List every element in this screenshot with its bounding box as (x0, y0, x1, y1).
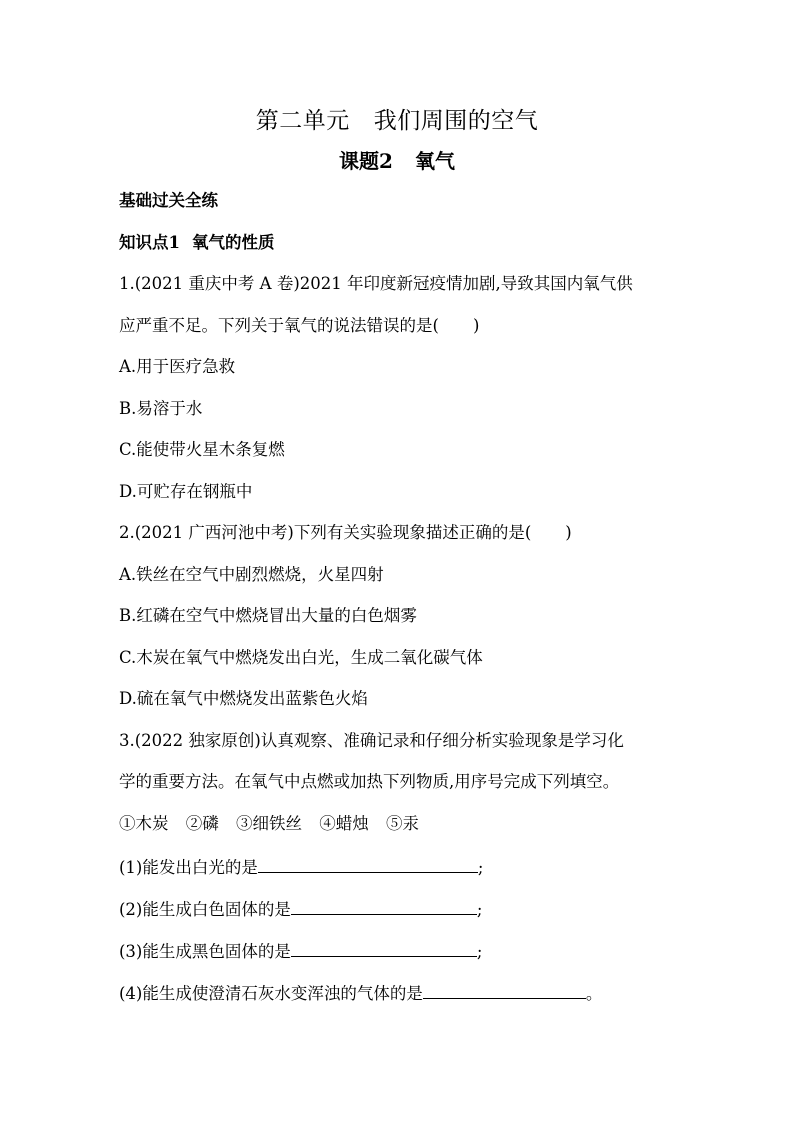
section-heading: 基础过关全练 (119, 191, 218, 210)
knowledge-point-heading (119, 233, 274, 253)
question-3-stem-line2: 学的重要方法。在氧气中点燃或加热下列物质,用序号完成下列填空。 (119, 772, 620, 791)
fill-blank[interactable] (258, 856, 478, 873)
fill-blank[interactable] (291, 898, 477, 915)
question-1-option-d: D.可贮存在钢瓶中 (119, 482, 253, 501)
question-3-blank-4 (119, 982, 602, 1004)
question-1-stem-line2 (119, 316, 479, 336)
question-3-substances (119, 814, 419, 834)
blank-end: ; (476, 942, 483, 961)
question-2-stem-text: 2.(2021 广西河池中考)下列有关实验现象描述正确的是( (119, 523, 532, 542)
question-2-option-b: B.红磷在空气中燃烧冒出大量的白色烟雾 (119, 606, 417, 625)
substance-item: ①木炭 (119, 814, 169, 833)
question-2-close-paren: ) (565, 523, 572, 542)
question-1-close-paren: ) (472, 316, 480, 335)
blank-prompt: (4)能生成使澄清石灰水变浑浊的气体的是 (119, 984, 423, 1003)
substance-item: ③细铁丝 (236, 814, 302, 833)
substance-item: ⑤汞 (386, 814, 419, 833)
question-2-stem (119, 523, 572, 543)
question-1-option-c: C.能使带火星木条复燃 (119, 440, 285, 459)
question-1-stem-text: 应严重不足。下列关于氧气的说法错误的是( (119, 316, 439, 335)
question-1-option-a: A.用于医疗急救 (119, 357, 236, 376)
substance-item: ④蜡烛 (319, 814, 369, 833)
blank-prompt: (1)能发出白光的是 (119, 858, 258, 877)
question-3-blank-1 (119, 856, 483, 878)
unit-title-number: 第二单元 (255, 108, 350, 134)
question-1-stem-line1: 1.(2021 重庆中考 A 卷)2021 年印度新冠疫情加剧,导致其国内氧气供 (119, 274, 633, 293)
substance-item: ②磷 (185, 814, 219, 833)
question-2-option-a: A.铁丝在空气中剧烈燃烧，火星四射 (119, 565, 384, 584)
unit-title (0, 102, 794, 135)
fill-blank[interactable] (423, 982, 586, 999)
blank-prompt: (3)能生成黑色固体的是 (119, 942, 291, 961)
lesson-title-text: 氧气 (414, 149, 455, 173)
question-3-blank-3 (119, 940, 482, 962)
blank-end: ; (476, 900, 483, 919)
unit-title-text: 我们周围的空气 (373, 108, 539, 134)
question-2-option-c: C.木炭在氧气中燃烧发出白光，生成二氧化碳气体 (119, 648, 483, 667)
question-3-stem-line1: 3.(2022 独家原创)认真观察、准确记录和仔细分析实验现象是学习化 (119, 731, 624, 750)
knowledge-point-title: 氧气的性质 (191, 233, 275, 252)
fill-blank[interactable] (291, 940, 477, 957)
question-2-option-d: D.硫在氧气中燃烧发出蓝紫色火焰 (119, 689, 368, 708)
question-3-blank-2 (119, 898, 482, 920)
blank-end: 。 (585, 984, 603, 1003)
blank-prompt: (2)能生成白色固体的是 (119, 900, 291, 919)
lesson-title-number: 课题2 (339, 149, 393, 173)
blank-end: ; (477, 858, 484, 877)
question-1-option-b: B.易溶于水 (119, 399, 203, 418)
knowledge-point-label: 知识点1 (119, 233, 180, 252)
lesson-title (0, 145, 794, 174)
